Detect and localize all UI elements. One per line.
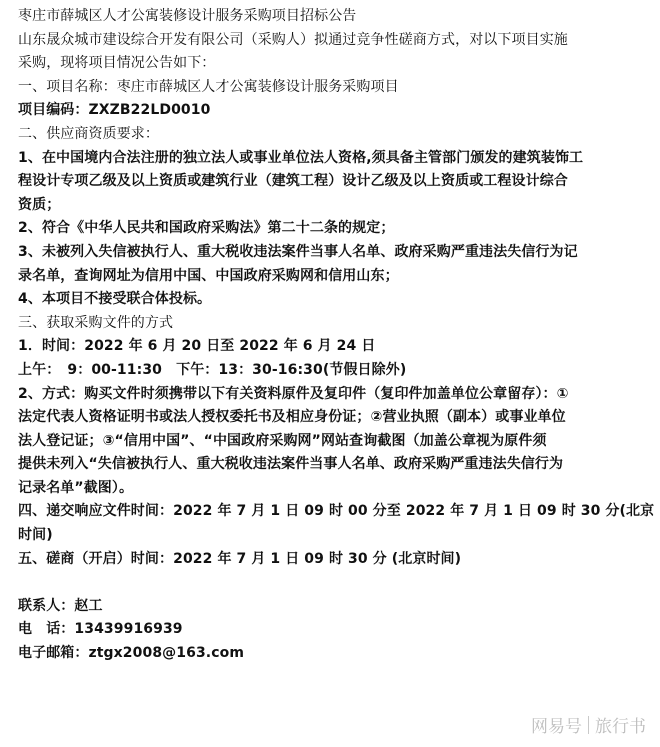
watermark-source: 网易号 (531, 717, 582, 737)
contact-person: 联系人：赵工 (18, 597, 103, 614)
method-line-3: 法人登记证；③“信用中国”、“中国政府采购网”网站查询截图（加盖公章视为原件须 (18, 432, 547, 449)
method-line-2: 法定代表人资格证明书或法人授权委托书及相应身份证；②营业执照（副本）或事业单位 (18, 409, 566, 426)
requirement-4: 4、本项目不接受联合体投标。 (18, 291, 212, 308)
time-line-1: 1．时间：2022 年 6 月 20 日至 2022 年 6 月 24 日 (18, 338, 376, 355)
time-line-2: 上午： 9：00-11:30 下午：13：30-16:30(节假日除外) (18, 361, 407, 378)
method-line-5: 记录名单”截图）。 (18, 479, 134, 496)
doc-title: 枣庄市薛城区人才公寓装修设计服务采购项目招标公告 (18, 8, 357, 24)
section-2-heading: 二、供应商资质要求： (18, 125, 159, 142)
watermark (531, 712, 646, 737)
intro-line-1: 山东晟众城市建设综合开发有限公司（采购人）拟通过竞争性磋商方式，对以下项目实施 (18, 31, 568, 48)
watermark-author: 旅行书 (595, 717, 646, 737)
blank-line (18, 571, 646, 595)
intro-line-2: 采购，现将项目情况公告如下： (18, 55, 216, 72)
requirement-1-line-3: 资质； (18, 196, 61, 213)
requirement-2: 2、符合《中华人民共和国政府采购法》第二十二条的规定； (18, 220, 395, 237)
contact-phone: 电 话：13439916939 (18, 621, 183, 638)
requirement-3-line-1: 3、未被列入失信被执行人、重大税收违法案件当事人名单、政府采购严重违法失信行为记 (18, 243, 578, 260)
submission-time-line-2: 时间) (18, 527, 53, 544)
submission-time-line-1: 四、递交响应文件时间：2022 年 7 月 1 日 09 时 00 分至 2022 年 7 月 1 日 09 时 30 分(北京 (18, 503, 655, 520)
project-code: 项目编码：ZXZB22LD0010 (18, 102, 211, 119)
negotiation-time: 五、磋商（开启）时间：2022 年 7 月 1 日 09 时 30 分 (北京时间) (18, 550, 462, 567)
watermark-divider (588, 716, 589, 734)
method-line-1: 2、方式：购买文件时须携带以下有关资料原件及复印件（复印件加盖单位公章留存）：① (18, 385, 569, 402)
section-3-heading: 三、获取采购文件的方式 (18, 314, 174, 331)
requirement-3-line-2: 录名单，查询网址为信用中国、中国政府采购网和信用山东； (18, 267, 399, 284)
requirement-1-line-2: 程设计专项乙级及以上资质或建筑行业（建筑工程）设计乙级及以上资质或工程设计综合 (18, 173, 568, 190)
project-name: 一、项目名称：枣庄市薛城区人才公寓装修设计服务采购项目 (18, 78, 399, 95)
method-line-4: 提供未列入“失信被执行人、重大税收违法案件当事人名单、政府采购严重违法失信行为 (18, 456, 564, 473)
contact-email: 电子邮箱：ztgx2008@163.com (18, 645, 245, 662)
requirement-1-line-1: 1、在中国境内合法注册的独立法人或事业单位法人资格,须具备主管部门颁发的建筑装饰工 (18, 149, 584, 166)
